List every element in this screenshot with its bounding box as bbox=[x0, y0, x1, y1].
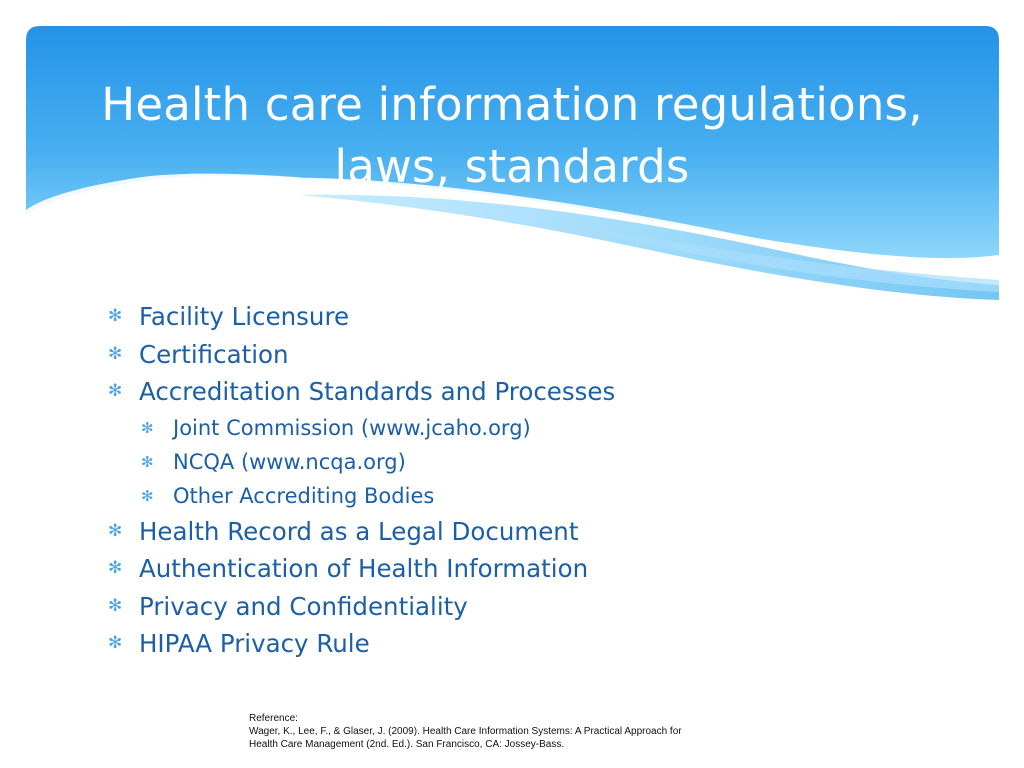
reference-line-1: Wager, K., Lee, F., & Glaser, J. (2009). Health Care Information Systems: A Practical Approach for bbox=[249, 726, 682, 737]
bullet-item bbox=[108, 336, 908, 374]
reference-line-2: Health Care Management (2nd. Ed.). San Francisco, CA: Jossey-Bass. bbox=[249, 739, 565, 750]
bullet-item bbox=[108, 298, 908, 336]
bullet-item bbox=[108, 588, 908, 626]
bullet-star-icon: ✻ bbox=[108, 306, 123, 326]
sub-bullet-item bbox=[108, 411, 908, 445]
bullet-text: Accreditation Standards and Processes bbox=[139, 377, 616, 406]
sub-bullet-item bbox=[108, 479, 908, 513]
bullet-list bbox=[108, 298, 908, 663]
bullet-star-icon: ✻ bbox=[108, 520, 123, 541]
bullet-text: Health Record as a Legal Document bbox=[139, 516, 579, 546]
slide-title-line-1: Health care information regulations, bbox=[101, 78, 923, 132]
bullet-text: Certification bbox=[139, 339, 289, 369]
bullet-star-icon: ✻ bbox=[141, 452, 154, 471]
bullet-star-icon: ✻ bbox=[108, 343, 123, 364]
sub-bullet-text: NCQA (www.ncqa.org) bbox=[173, 449, 406, 474]
bullet-text: HIPAA Privacy Rule bbox=[139, 629, 370, 658]
bullet-text: Authentication of Health Information bbox=[139, 554, 589, 583]
sub-bullet-text: Other Accrediting Bodies bbox=[173, 483, 435, 508]
bullet-star-icon: ✻ bbox=[108, 381, 123, 401]
bullet-star-icon: ✻ bbox=[141, 418, 154, 437]
bullet-star-icon: ✻ bbox=[108, 558, 123, 578]
sub-bullet-text: Joint Commission (www.jcaho.org) bbox=[173, 415, 531, 440]
reference-heading: Reference: bbox=[249, 713, 298, 724]
bullet-item bbox=[108, 373, 908, 411]
bullet-star-icon: ✻ bbox=[108, 633, 123, 653]
slide-title bbox=[40, 74, 984, 198]
reference-note bbox=[249, 712, 769, 751]
bullet-item bbox=[108, 625, 908, 663]
bullet-star-icon: ✻ bbox=[141, 486, 154, 505]
bullet-item bbox=[108, 513, 908, 551]
bullet-text: Facility Licensure bbox=[139, 302, 350, 331]
sub-bullet-item bbox=[108, 445, 908, 479]
bullet-star-icon: ✻ bbox=[108, 595, 123, 616]
bullet-text: Privacy and Confidentiality bbox=[139, 591, 468, 621]
bullet-item bbox=[108, 550, 908, 588]
slide-title-line-2: laws, standards bbox=[334, 140, 690, 194]
